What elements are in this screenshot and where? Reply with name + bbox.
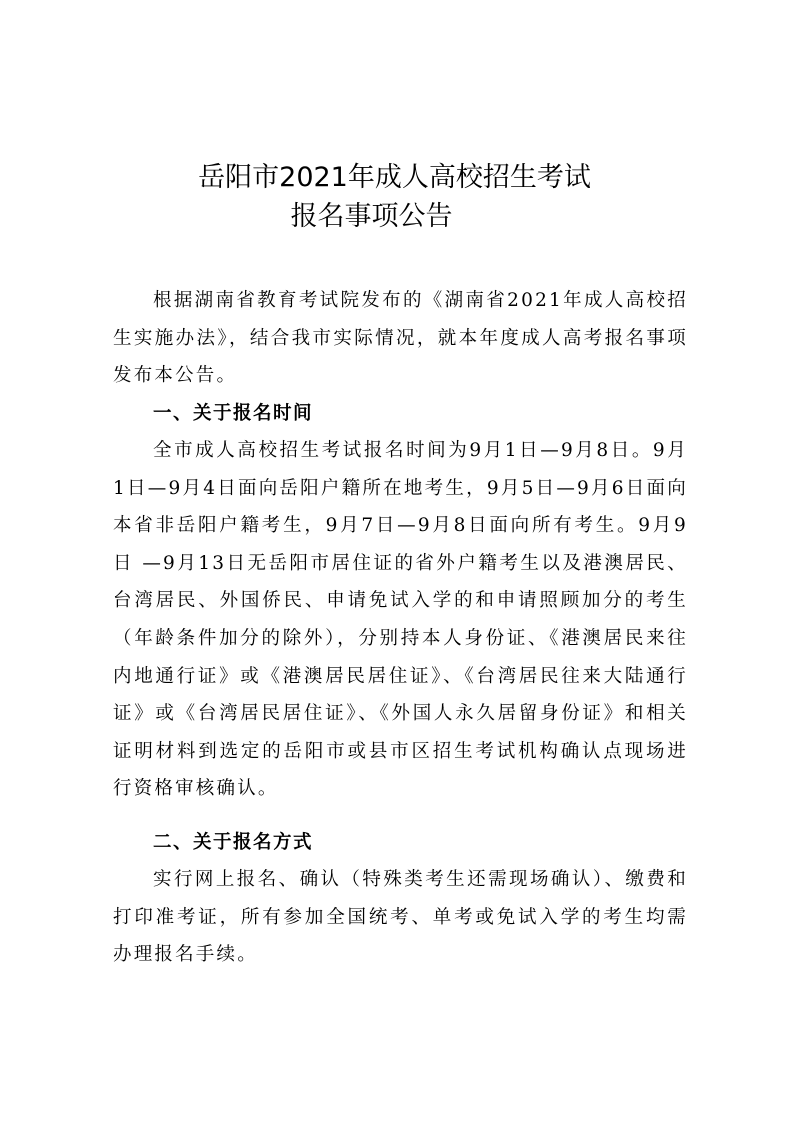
section-body-registration-time: 全市成人高校招生考试报名时间为9月1日—9月8日。9月1日—9月4日面向岳阳户籍所在地考生，9月5日—9月6日面向本省非岳阳户籍考生，9月7日—9月8日面向所有考生。9月9日 —9月13日无岳阳市居住证的省外户籍考生以及港澳居民、台湾居民、外国侨民、申请免试入学的和申请照顾加分的考生（年龄条件加分的除外），分别持本人身份证、《港澳居民来往内地通行证》或《港澳居民居住证》、《台湾居民往来大陆通行证》或《台湾居民居住证》、《外国人永久居留身份证》和相关证明材料到选定的岳阳市或县市区招生考试机构确认点现场进行资格审核确认。 (113, 440, 688, 800)
section-heading-registration-time: 一、关于报名时间 (153, 403, 314, 424)
intro-paragraph: 根据湖南省教育考试院发布的《湖南省2021年成人高校招生实施办法》，结合我市实际情况，就本年度成人高考报名事项发布本公告。 (113, 290, 688, 387)
document-title-line-2: 报名事项公告 (290, 201, 453, 232)
section-body-registration-method: 实行网上报名、确认（特殊类考生还需现场确认）、缴费和打印准考证，所有参加全国统考、单考或免试入学的考生均需办理报名手续。 (113, 869, 688, 966)
section-heading-registration-method: 二、关于报名方式 (153, 832, 314, 853)
document-title-line-1: 岳阳市2021年成人高校招生考试 (198, 162, 591, 193)
